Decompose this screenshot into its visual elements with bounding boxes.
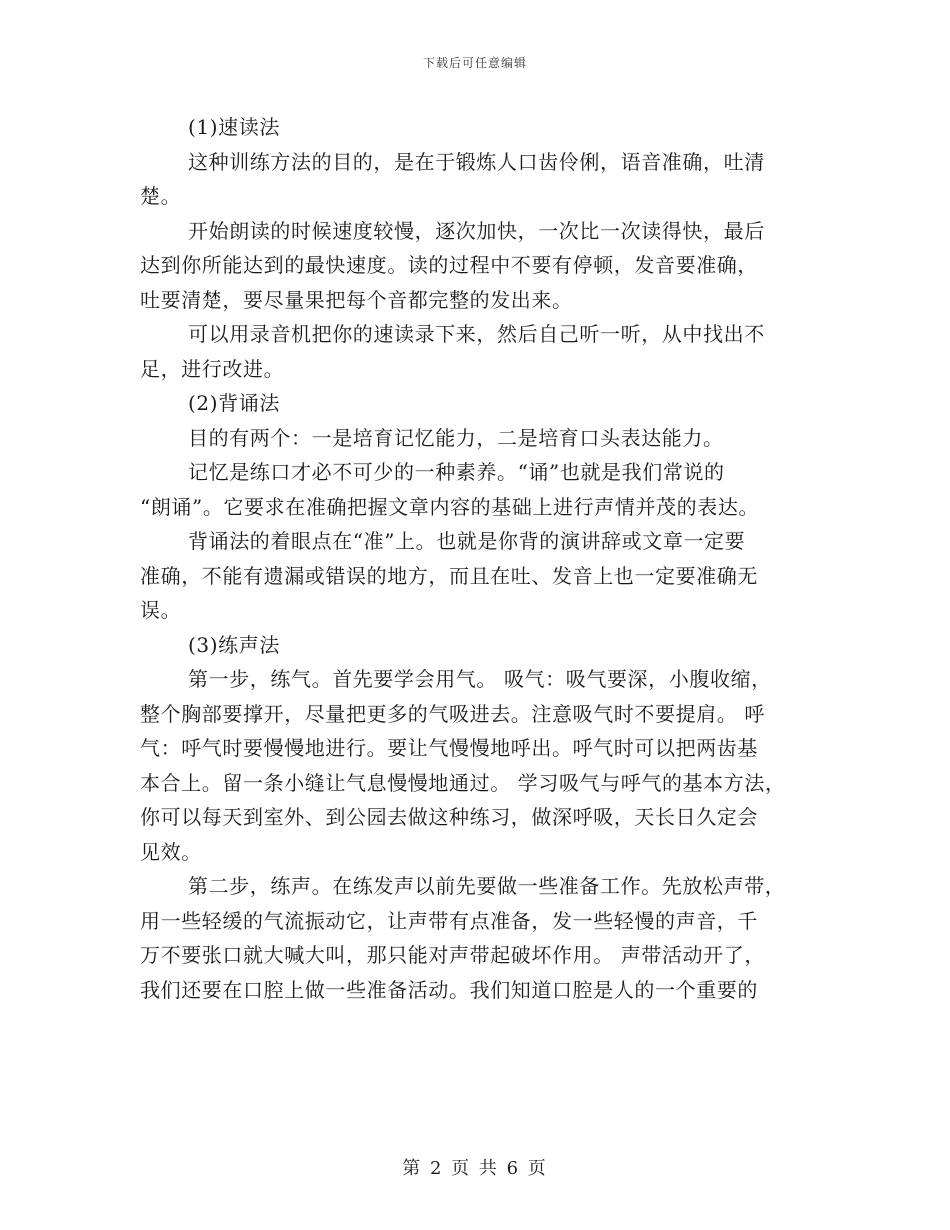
- paragraph: [140, 662, 820, 869]
- heading-recitation: [140, 386, 820, 421]
- page-header: 下载后可任意编辑: [422, 56, 527, 70]
- paragraph: [140, 524, 820, 628]
- text-line: 整个胸部要撑开，尽量把更多的气吸进去。注意吸气时不要提肩。 呼: [140, 701, 765, 726]
- text-line: 第一步，练气。首先要学会用气。 吸气：吸气要深，小腹收缩，: [188, 667, 772, 691]
- paragraph: [140, 145, 820, 214]
- text-line: 你可以每天到室外、到公园去做这种练习，做深呼吸，天长日久定会: [140, 805, 758, 829]
- text-line: 准确，不能有遗漏或错误的地方，而且在吐、发音上也一定要准确无: [140, 563, 758, 588]
- text-line: 用一些轻缓的气流振动它，让声带有点准备，发一些轻慢的声音，千: [140, 908, 758, 933]
- text-line: 开始朗读的时候速度较慢，逐次加快，一次比一次读得快，最后: [188, 218, 765, 243]
- page-number-footer: 第 2 页 共 6 页: [402, 1158, 548, 1179]
- text-line: 气：呼气时要慢慢地进行。要让气慢慢地呼出。呼气时可以把两齿基: [140, 736, 758, 760]
- text-line: 第二步，练声。在练发声以前先要做一些准备工作。先放松声带，: [188, 874, 786, 898]
- text-line: 误。: [140, 598, 182, 622]
- paragraph: [140, 317, 820, 386]
- text-line: 见效。: [140, 839, 202, 864]
- heading-speed-reading: [140, 110, 820, 145]
- document-body: [140, 110, 820, 1007]
- paragraph: [140, 214, 820, 318]
- text-line: 达到你所能达到的最快速度。读的过程中不要有停顿，发音要准确，: [140, 253, 758, 277]
- text-line: 足，进行改进。: [140, 356, 285, 381]
- text-line: “朗诵”。它要求在准确把握文章内容的基础上进行声情并茂的表达。: [140, 494, 760, 519]
- paragraph: [140, 455, 820, 524]
- text-line: 本合上。留一条小缝让气息慢慢地通过。 学习吸气与呼气的基本方法，: [140, 770, 786, 795]
- text-line: 吐要清楚，要尽量果把每个音都完整的发出来。: [140, 287, 573, 312]
- text-line: 记忆是练口才必不可少的一种素养。“诵”也就是我们常说的: [188, 460, 725, 484]
- text-line: 目的有两个：一是培育记忆能力，二是培育口头表达能力。: [188, 425, 724, 450]
- text-line: 背诵法的着眼点在“准”上。也就是你背的演讲辞或文章一定要: [188, 529, 746, 553]
- text-line: (3)练声法: [188, 632, 280, 657]
- text-line: 我们还要在口腔上做一些准备活动。我们知道口腔是人的一个重要的: [140, 977, 758, 1002]
- text-line: 可以用录音机把你的速读录下来，然后自己听一听，从中找出不: [188, 322, 765, 346]
- paragraph: [140, 869, 820, 1007]
- paragraph: [140, 421, 820, 456]
- heading-voice-practice: [140, 628, 820, 663]
- text-line: (1)速读法: [188, 115, 280, 139]
- text-line: (2)背诵法: [188, 391, 280, 415]
- text-line: 万不要张口就大喊大叫，那只能对声带起破坏作用。 声带活动开了，: [140, 943, 765, 967]
- text-line: 楚。: [140, 184, 182, 208]
- text-line: 这种训练方法的目的，是在于锻炼人口齿伶俐，语音准确，吐清: [188, 149, 765, 174]
